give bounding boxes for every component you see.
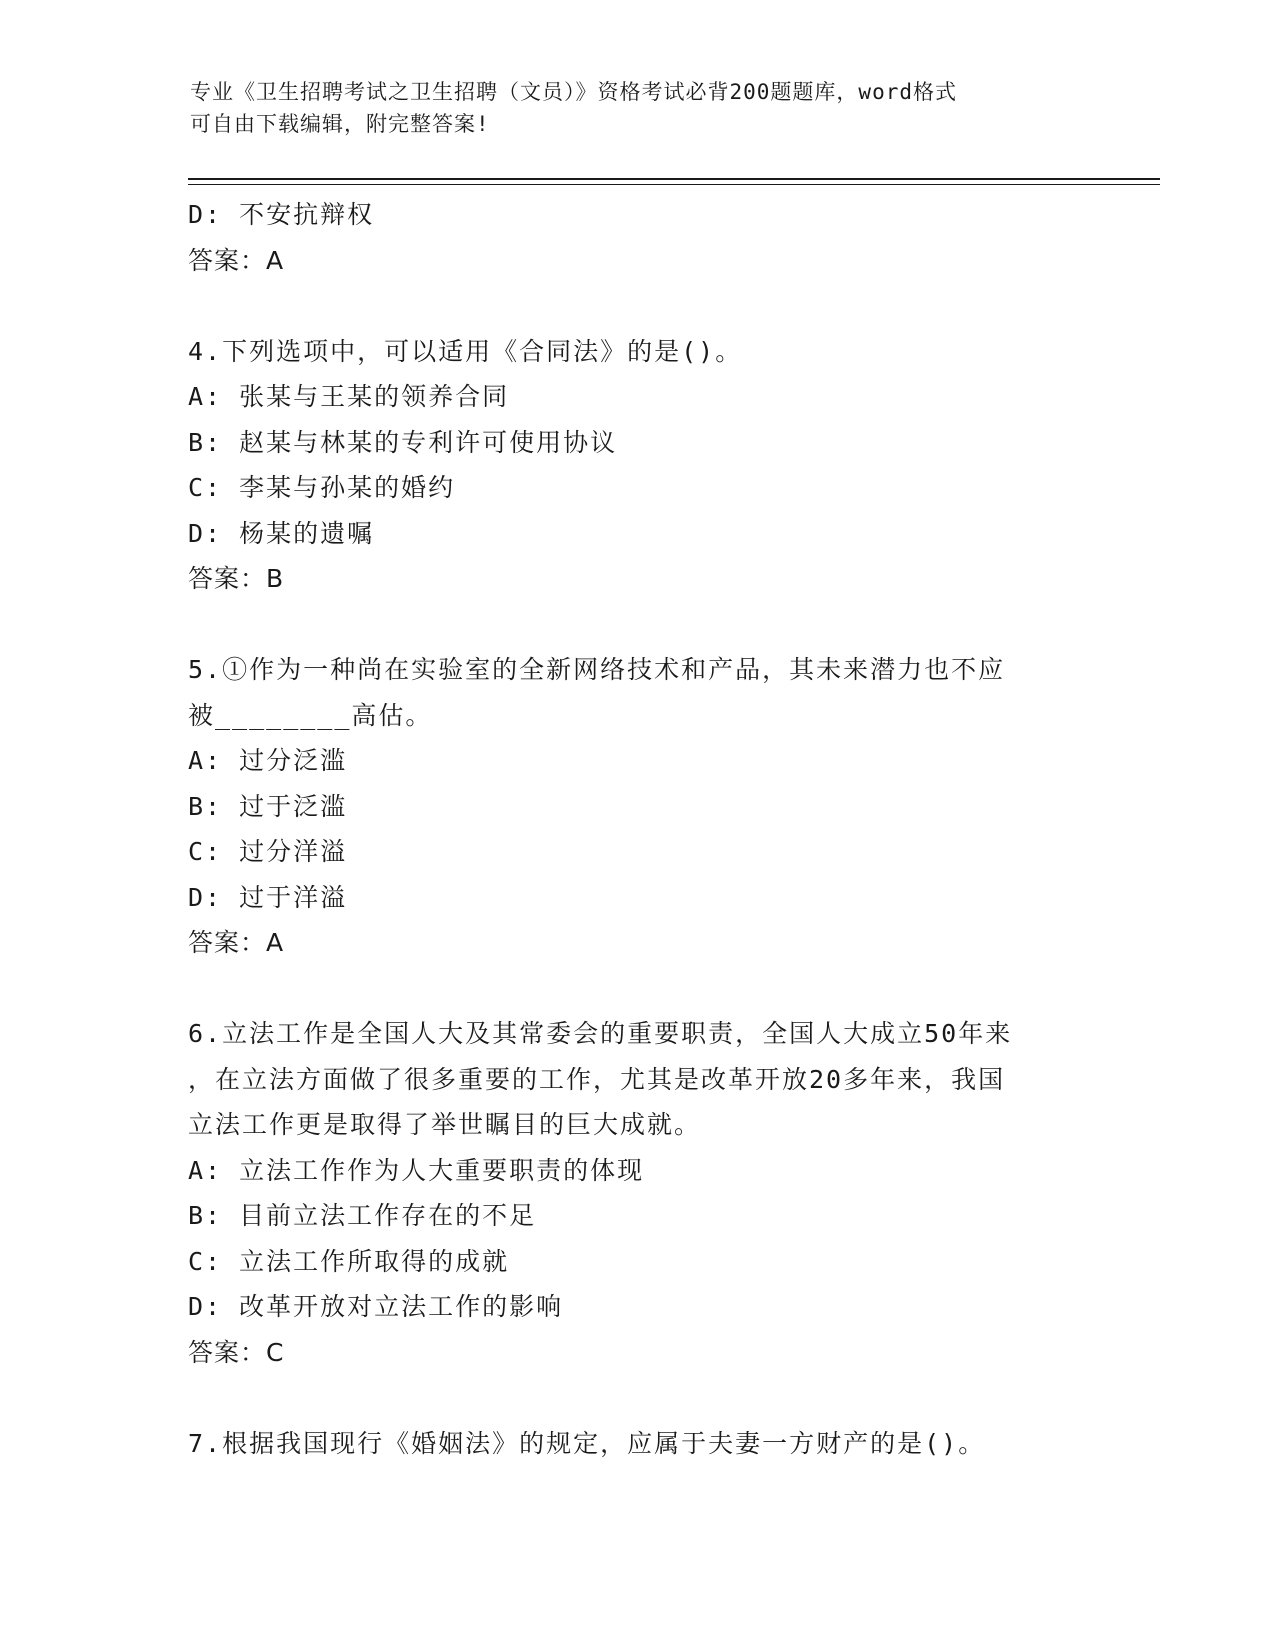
header-line-2: 可自由下载编辑，附完整答案! xyxy=(190,112,490,136)
spacer xyxy=(188,602,1088,648)
q5-option-b: B: 过于泛滥 xyxy=(188,791,348,821)
q5-option-a: A: 过分泛滥 xyxy=(188,746,348,775)
q4-option-c: C: 李某与孙某的婚约 xyxy=(188,473,456,502)
document-header xyxy=(190,76,1090,140)
q5-question-line-2: 被________高估。 xyxy=(188,700,433,730)
q5-option-d: D: 过于洋溢 xyxy=(188,882,348,912)
q6-question-line-1: 6.立法工作是全国人大及其常委会的重要职责，全国人大成立50年来 xyxy=(188,1019,1013,1048)
q6-answer: 答案：C xyxy=(188,1337,285,1367)
q6-option-c: C: 立法工作所取得的成就 xyxy=(188,1246,510,1276)
header-line-1: 专业《卫生招聘考试之卫生招聘（文员）》资格考试必背200题题库，word格式 xyxy=(190,80,957,104)
q4-option-b: B: 赵某与林某的专利许可使用协议 xyxy=(188,427,618,457)
q6-question-line-2: ，在立法方面做了很多重要的工作，尤其是改革开放20多年来，我国 xyxy=(188,1064,1006,1094)
q6-option-b: B: 目前立法工作存在的不足 xyxy=(188,1201,537,1230)
spacer xyxy=(188,966,1088,1012)
header-rule-thick xyxy=(188,178,1160,180)
spacer xyxy=(188,1375,1088,1421)
header-rule-thin xyxy=(188,184,1160,185)
q6-question-line-3: 立法工作更是取得了举世瞩目的巨大成就。 xyxy=(188,1110,702,1139)
q5-question-line-1: 5.①作为一种尚在实验室的全新网络技术和产品，其未来潜力也不应 xyxy=(188,655,1006,684)
q6-option-a: A: 立法工作作为人大重要职责的体现 xyxy=(188,1155,645,1185)
q3-option-d: D: 不安抗辩权 xyxy=(188,200,375,229)
question-list xyxy=(188,192,1088,1466)
q3-answer: 答案：A xyxy=(188,245,285,275)
q4-answer: 答案：B xyxy=(188,564,285,593)
q4-question: 4.下列选项中，可以适用《合同法》的是()。 xyxy=(188,336,743,366)
spacer xyxy=(188,283,1088,329)
q7-question: 7.根据我国现行《婚姻法》的规定，应属于夫妻一方财产的是()。 xyxy=(188,1428,986,1458)
q6-option-d: D: 改革开放对立法工作的影响 xyxy=(188,1292,564,1321)
q4-option-a: A: 张某与王某的领养合同 xyxy=(188,382,510,411)
q4-option-d: D: 杨某的遗嘱 xyxy=(188,518,375,548)
q5-answer: 答案：A xyxy=(188,928,285,957)
q5-option-c: C: 过分洋溢 xyxy=(188,837,348,866)
